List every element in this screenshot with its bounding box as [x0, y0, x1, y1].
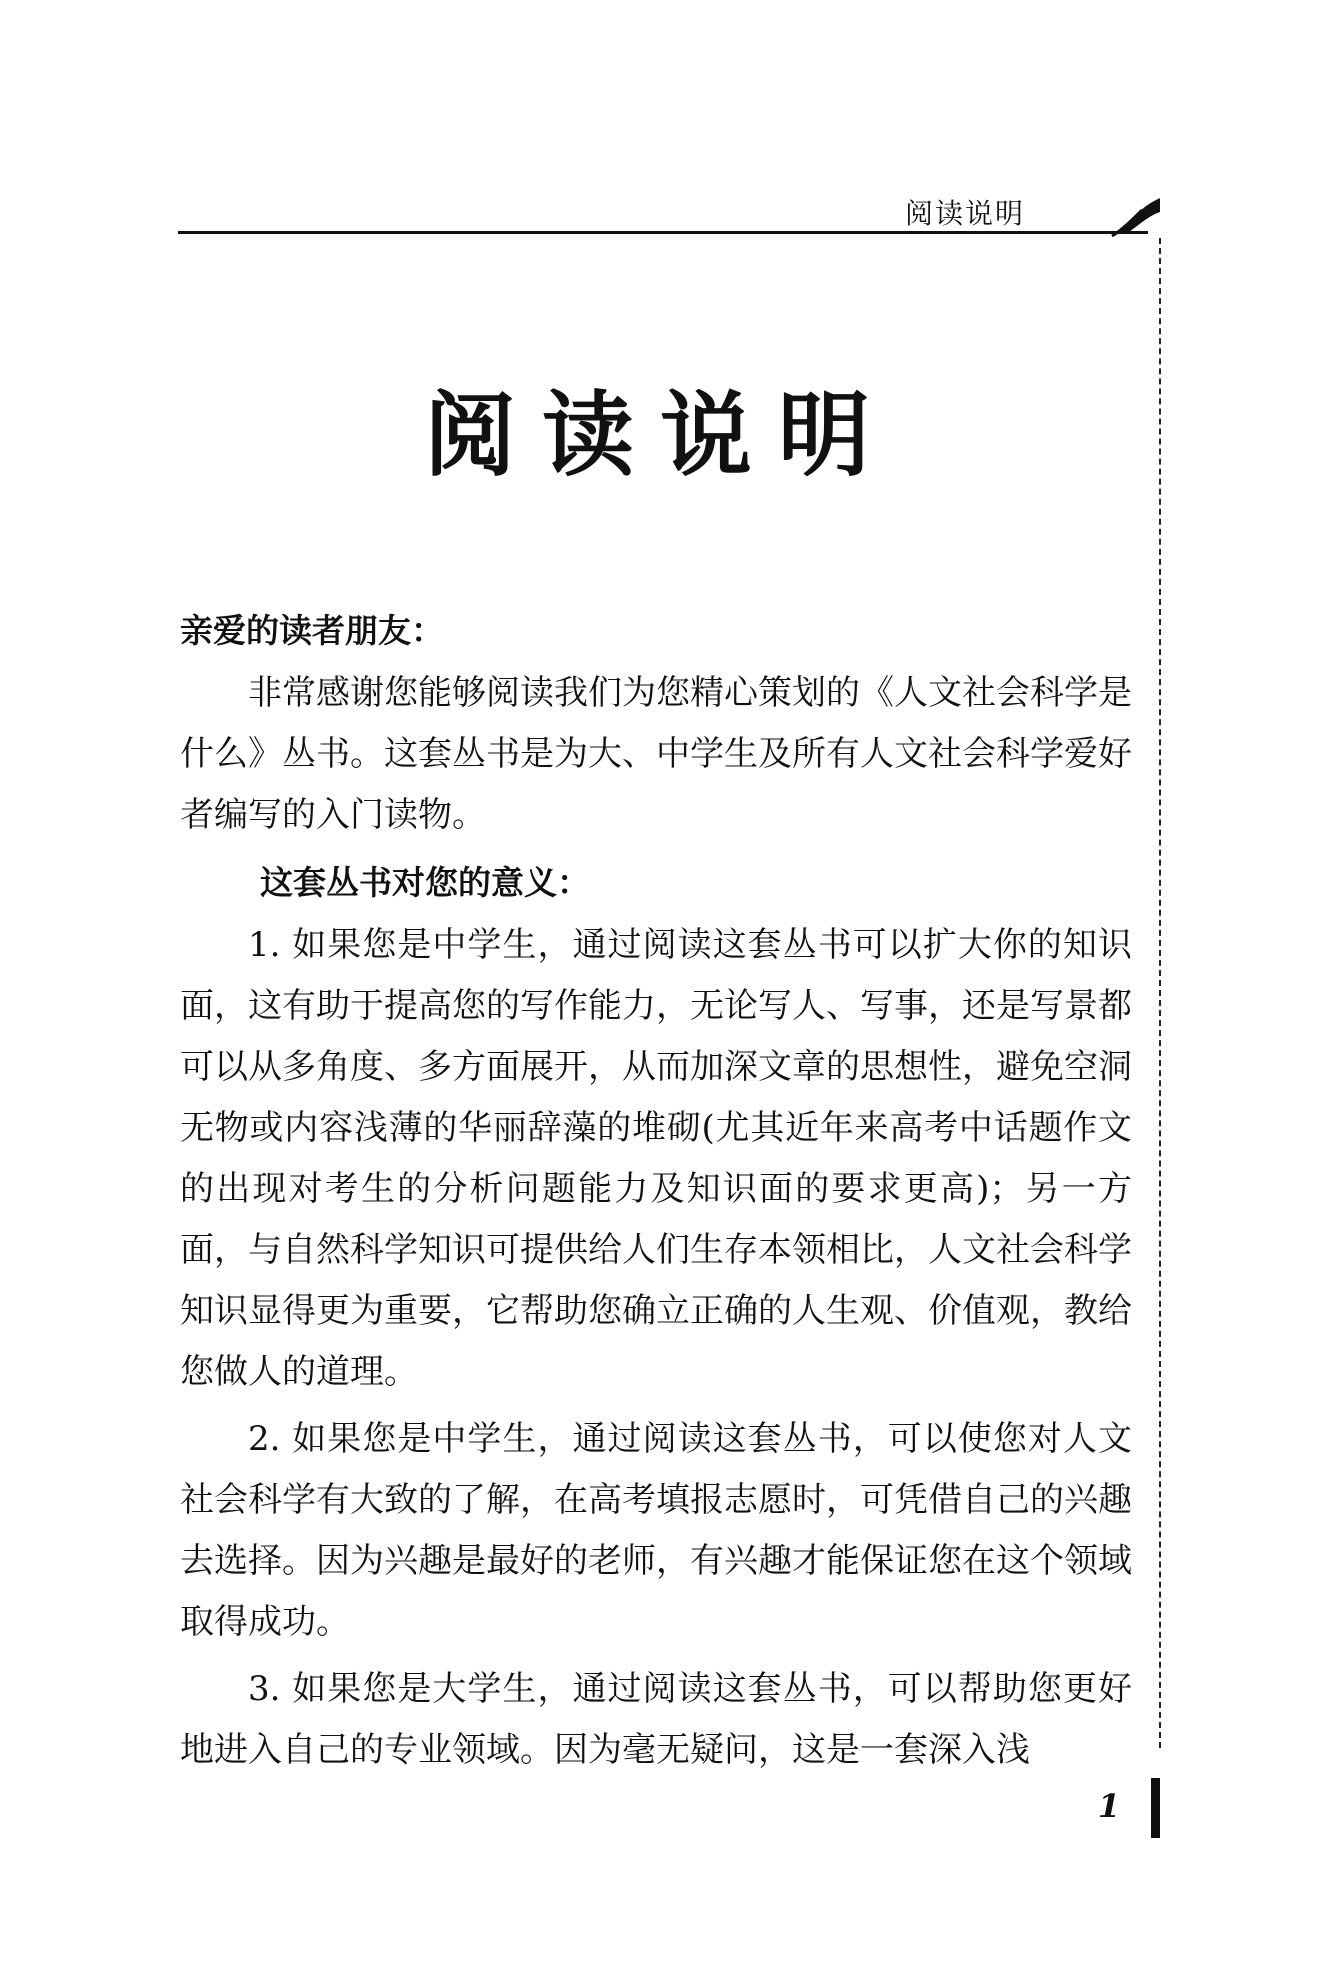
page-edge-tab: [1151, 1778, 1160, 1838]
page-number: 1: [1098, 1787, 1121, 1825]
header-rule: [178, 231, 1148, 234]
list-item: 2. 如果您是中学生，通过阅读这套丛书，可以使您对人文社会科学有大致的了解，在高考填报志愿时，可凭借自己的兴趣去选择。因为兴趣是最好的老师，有兴趣才能保证您在这个领域取得成功。: [180, 1419, 1132, 1642]
list-item: 3. 如果您是大学生，通过阅读这套丛书，可以帮助您更好地进入自己的专业领域。因为毫无疑问，这是一套深入浅: [180, 1669, 1132, 1770]
page-title: 阅读说明: [423, 381, 896, 489]
body-text: [180, 600, 1132, 1787]
section-subheading: 这套丛书对您的意义：: [260, 863, 590, 902]
list-item: 1. 如果您是中学生，通过阅读这套丛书可以扩大你的知识面，这有助于提高您的写作能力，无论写人、写事，还是写景都可以从多角度、多方面展开，从而加深文章的思想性，避免空洞无物或内容浅薄的华丽辞藻的堆砌(尤其近年来高考中话题作文的出现对考生的分析问题能力及知识面的要求更高)；另一方面，与自然科学知识可提供给人们生存本领相比，人文社会科学知识显得更为重要，它帮助您确立正确的人生观、价值观，教给您做人的道理。: [180, 925, 1132, 1392]
intro-paragraph: 非常感谢您能够阅读我们为您精心策划的《人文社会科学是什么》丛书。这套丛书是为大、中学生及所有人文社会科学爱好者编写的入门读物。: [180, 673, 1132, 835]
corner-ornament-icon: [1108, 196, 1164, 238]
running-header-title: 阅读说明: [905, 197, 1026, 230]
salutation: 亲爱的读者朋友：: [180, 611, 444, 650]
